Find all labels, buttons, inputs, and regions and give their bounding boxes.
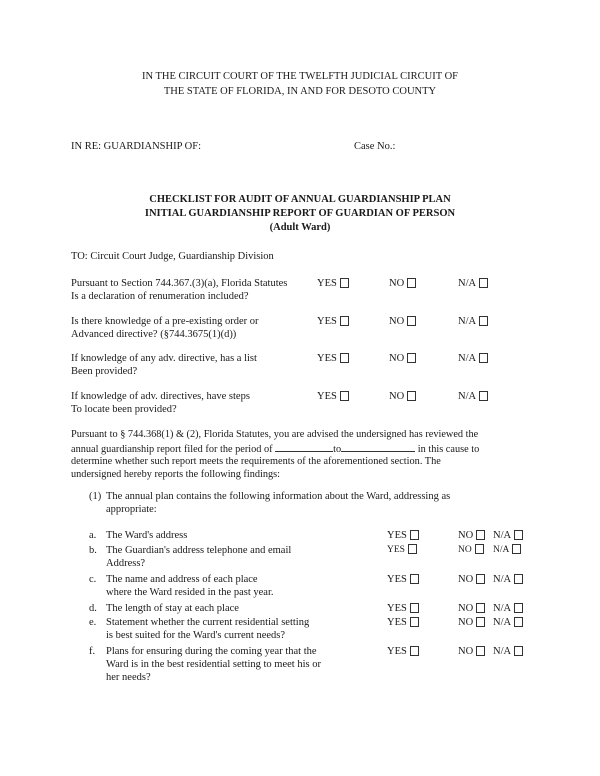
form-title-line-2: INITIAL GUARDIANSHIP REPORT OF GUARDIAN OF PERSON — [144, 208, 456, 219]
no-label: NO — [458, 646, 474, 657]
na-checkbox[interactable] — [479, 278, 488, 288]
item-text-line: Plans for ensuring during the coming year that the — [106, 646, 317, 657]
na-label: N/A — [458, 391, 477, 402]
no-label: NO — [389, 316, 405, 327]
no-checkbox[interactable] — [476, 603, 485, 613]
item-letter: d. — [89, 603, 97, 614]
period-end-field[interactable] — [341, 442, 415, 452]
period-start-field[interactable] — [275, 442, 333, 452]
item-letter: f. — [89, 646, 96, 657]
item-text-line: The name and address of each place — [106, 574, 258, 585]
no-checkbox[interactable] — [476, 646, 485, 656]
no-option — [458, 529, 485, 542]
na-label: N/A — [458, 316, 477, 327]
item-text-line: her needs? — [106, 672, 151, 683]
no-checkbox[interactable] — [407, 391, 416, 401]
no-option — [458, 602, 485, 615]
yes-option — [317, 390, 349, 403]
yes-option — [317, 277, 349, 290]
na-checkbox[interactable] — [514, 530, 523, 540]
no-checkbox[interactable] — [476, 530, 485, 540]
period-to-label: to — [333, 443, 342, 455]
yes-checkbox[interactable] — [410, 530, 419, 540]
addressee-line: TO: Circuit Court Judge, Guardianship Division — [71, 251, 274, 262]
na-label: N/A — [493, 603, 512, 614]
na-option — [493, 616, 523, 629]
no-label: NO — [458, 617, 474, 628]
yes-label: YES — [387, 574, 407, 585]
period-suffix: in this cause to — [417, 443, 480, 455]
yes-option — [387, 645, 419, 658]
na-option — [493, 602, 523, 615]
section-heading-line-2: appropriate: — [106, 504, 157, 515]
item-letter: e. — [89, 617, 97, 628]
question-text-line-1: Pursuant to Section 744.367.(3)(a), Florida Statutes — [71, 278, 288, 289]
case-number-label: Case No.: — [354, 141, 396, 152]
na-label: N/A — [493, 617, 512, 628]
question-text-line-2: Been provided? — [71, 366, 138, 377]
no-label: NO — [389, 353, 405, 364]
court-heading-line-1: IN THE CIRCUIT COURT OF THE TWELFTH JUDICIAL CIRCUIT OF — [141, 71, 459, 82]
na-checkbox[interactable] — [514, 617, 523, 627]
no-label: NO — [458, 530, 474, 541]
no-checkbox[interactable] — [407, 353, 416, 363]
no-checkbox[interactable] — [407, 316, 416, 326]
item-letter: b. — [89, 545, 97, 556]
section-heading-line-1: The annual plan contains the following information about the Ward, addressing as — [106, 491, 451, 502]
no-label: NO — [458, 574, 474, 585]
na-option — [458, 277, 488, 290]
yes-option — [387, 602, 419, 615]
item-letter: a. — [89, 530, 97, 541]
item-text-line: The Guardian's address telephone and email — [106, 545, 292, 556]
question-text-line-1: Is there knowledge of a pre-existing order or — [71, 316, 259, 327]
item-letter: c. — [89, 574, 97, 585]
na-label: N/A — [493, 530, 512, 541]
item-text-line: Ward is in the best residential setting to meet his or — [106, 659, 321, 670]
na-checkbox[interactable] — [512, 544, 521, 554]
no-option — [389, 390, 416, 403]
pursuant-line-4: undersigned hereby reports the following findings: — [71, 468, 281, 480]
yes-checkbox[interactable] — [408, 544, 417, 554]
yes-option — [387, 573, 419, 586]
pursuant-line-1: Pursuant to § 744.368(1) & (2), Florida Statutes, you are advised the undersigned has reviewed the — [71, 429, 479, 440]
no-checkbox[interactable] — [407, 278, 416, 288]
yes-label: YES — [387, 530, 407, 541]
na-label: N/A — [493, 646, 512, 657]
na-label: N/A — [458, 353, 477, 364]
yes-checkbox[interactable] — [340, 278, 349, 288]
pursuant-paragraph — [71, 429, 479, 481]
question-text-line-2: To locate been provided? — [71, 404, 177, 415]
court-heading-line-2: THE STATE OF FLORIDA, IN AND FOR DESOTO COUNTY — [163, 86, 437, 97]
yes-option — [317, 352, 349, 365]
question-text-line-2: Advanced directive? (§744.3675(1)(d)) — [71, 329, 237, 340]
yes-checkbox[interactable] — [340, 353, 349, 363]
no-option — [389, 277, 416, 290]
period-label: annual guardianship report filed for the period of — [71, 443, 273, 455]
yes-option — [387, 529, 419, 542]
yes-label: YES — [317, 278, 337, 289]
question-text-line-2: Is a declaration of renumeration included? — [71, 291, 249, 302]
na-checkbox[interactable] — [514, 574, 523, 584]
no-label: NO — [389, 278, 405, 289]
yes-label: YES — [387, 545, 405, 555]
na-label: N/A — [458, 278, 477, 289]
item-text-line: Address? — [106, 558, 146, 569]
na-option — [493, 529, 523, 542]
na-label: N/A — [493, 545, 510, 555]
na-option — [493, 645, 523, 658]
na-option — [493, 573, 523, 586]
no-label: NO — [458, 545, 472, 555]
na-option — [493, 544, 521, 557]
yes-label: YES — [387, 617, 407, 628]
yes-label: YES — [317, 391, 337, 402]
item-text-line: where the Ward resided in the past year. — [106, 587, 274, 598]
yes-label: YES — [387, 603, 407, 614]
no-option — [458, 544, 484, 557]
yes-label: YES — [317, 353, 337, 364]
item-text-line: The length of stay at each place — [106, 603, 239, 614]
no-checkbox[interactable] — [475, 544, 484, 554]
in-re-label: IN RE: GUARDIANSHIP OF: — [71, 141, 201, 152]
na-label: N/A — [493, 574, 512, 585]
form-title-line-3: (Adult Ward) — [269, 222, 331, 233]
no-option — [389, 315, 416, 328]
item-text-line: The Ward's address — [106, 530, 188, 541]
yes-option — [317, 315, 349, 328]
no-option — [458, 616, 485, 629]
na-option — [458, 352, 488, 365]
yes-checkbox[interactable] — [340, 316, 349, 326]
yes-checkbox[interactable] — [410, 617, 419, 627]
item-text-line: is best suited for the Ward's current needs? — [106, 630, 286, 641]
question-text-line-1: If knowledge of any adv. directive, has a list — [71, 353, 257, 364]
no-checkbox[interactable] — [476, 574, 485, 584]
yes-label: YES — [387, 646, 407, 657]
na-checkbox[interactable] — [514, 646, 523, 656]
yes-checkbox[interactable] — [410, 574, 419, 584]
no-checkbox[interactable] — [476, 617, 485, 627]
item-text-line: Statement whether the current residential setting — [106, 617, 310, 628]
no-option — [389, 352, 416, 365]
no-label: NO — [389, 391, 405, 402]
yes-checkbox[interactable] — [410, 646, 419, 656]
yes-option — [387, 616, 419, 629]
pursuant-line-3: determine whether such report meets the requirements of the aforementioned section. The — [71, 456, 441, 467]
na-option — [458, 315, 488, 328]
no-option — [458, 573, 485, 586]
na-checkbox[interactable] — [479, 316, 488, 326]
yes-checkbox[interactable] — [410, 603, 419, 613]
no-option — [458, 645, 485, 658]
na-option — [458, 390, 488, 403]
na-checkbox[interactable] — [479, 391, 488, 401]
question-text-line-1: If knowledge of adv. directives, have steps — [71, 391, 250, 402]
na-checkbox[interactable] — [514, 603, 523, 613]
form-title-line-1: CHECKLIST FOR AUDIT OF ANNUAL GUARDIANSHIP PLAN — [149, 194, 451, 205]
yes-option — [387, 544, 417, 557]
pursuant-line-2 — [71, 442, 479, 457]
section-number: (1) — [89, 491, 102, 502]
yes-checkbox[interactable] — [340, 391, 349, 401]
na-checkbox[interactable] — [479, 353, 488, 363]
yes-label: YES — [317, 316, 337, 327]
no-label: NO — [458, 603, 474, 614]
